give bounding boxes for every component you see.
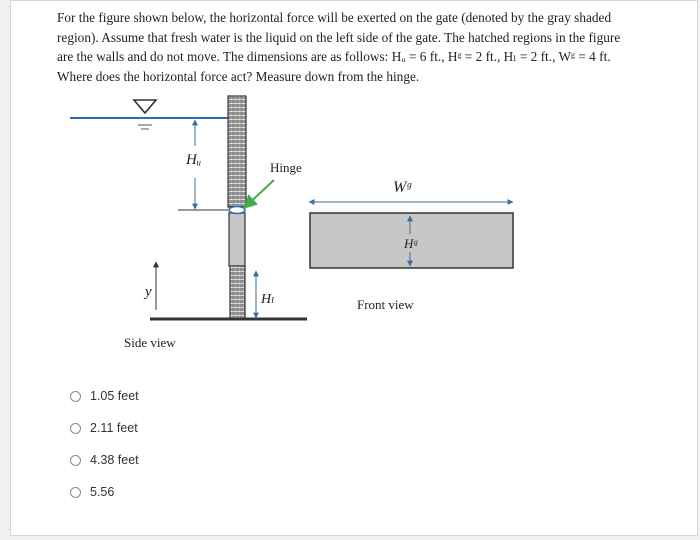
answer-option[interactable] — [70, 418, 139, 438]
lower-wall — [230, 266, 245, 318]
answer-option-label: 4.38 feet — [90, 453, 139, 467]
question-line: region). Assume that fresh water is the liquid on the left side of the gate. The hatched regions in the figure — [57, 29, 621, 45]
water-surface-triangle — [134, 100, 156, 113]
upper-wall — [228, 96, 246, 207]
hg-label: Hᵍ — [404, 236, 418, 251]
question-line: are the walls and do not move. The dimensions are as follows: Hᵤ = 6 ft., Hᵍ = 2 ft., Hₗ = 2 ft., Wᵍ = 4 ft. — [57, 49, 611, 64]
answer-option-label: 1.05 feet — [90, 389, 139, 403]
hu-label: Hᵤ — [186, 152, 202, 168]
answer-option-label: 5.56 — [90, 485, 115, 499]
question-line: Where does the horizontal force act? Measure down from the hinge. — [57, 68, 420, 84]
hinge-icon — [229, 207, 245, 214]
side-view-label: Side view — [124, 335, 176, 350]
answer-options — [70, 386, 139, 514]
hl-label: Hₗ — [261, 292, 275, 307]
answer-option[interactable] — [70, 450, 139, 470]
hinge-pointer-arrow — [245, 180, 274, 207]
answer-option[interactable] — [70, 386, 139, 406]
radio-button[interactable] — [70, 487, 81, 498]
y-label: y — [145, 284, 152, 300]
radio-button[interactable] — [70, 391, 81, 402]
question-line: For the figure shown below, the horizontal force will be exerted on the gate (denoted by the gray shaded — [57, 10, 612, 25]
answer-option-label: 2.11 feet — [90, 421, 138, 435]
hinge-label: Hinge — [270, 160, 302, 175]
radio-button[interactable] — [70, 455, 81, 466]
gate — [229, 213, 245, 266]
answer-option[interactable] — [70, 482, 139, 502]
radio-button[interactable] — [70, 423, 81, 434]
front-view-label: Front view — [357, 297, 414, 312]
wg-label: Wᵍ — [393, 179, 411, 196]
